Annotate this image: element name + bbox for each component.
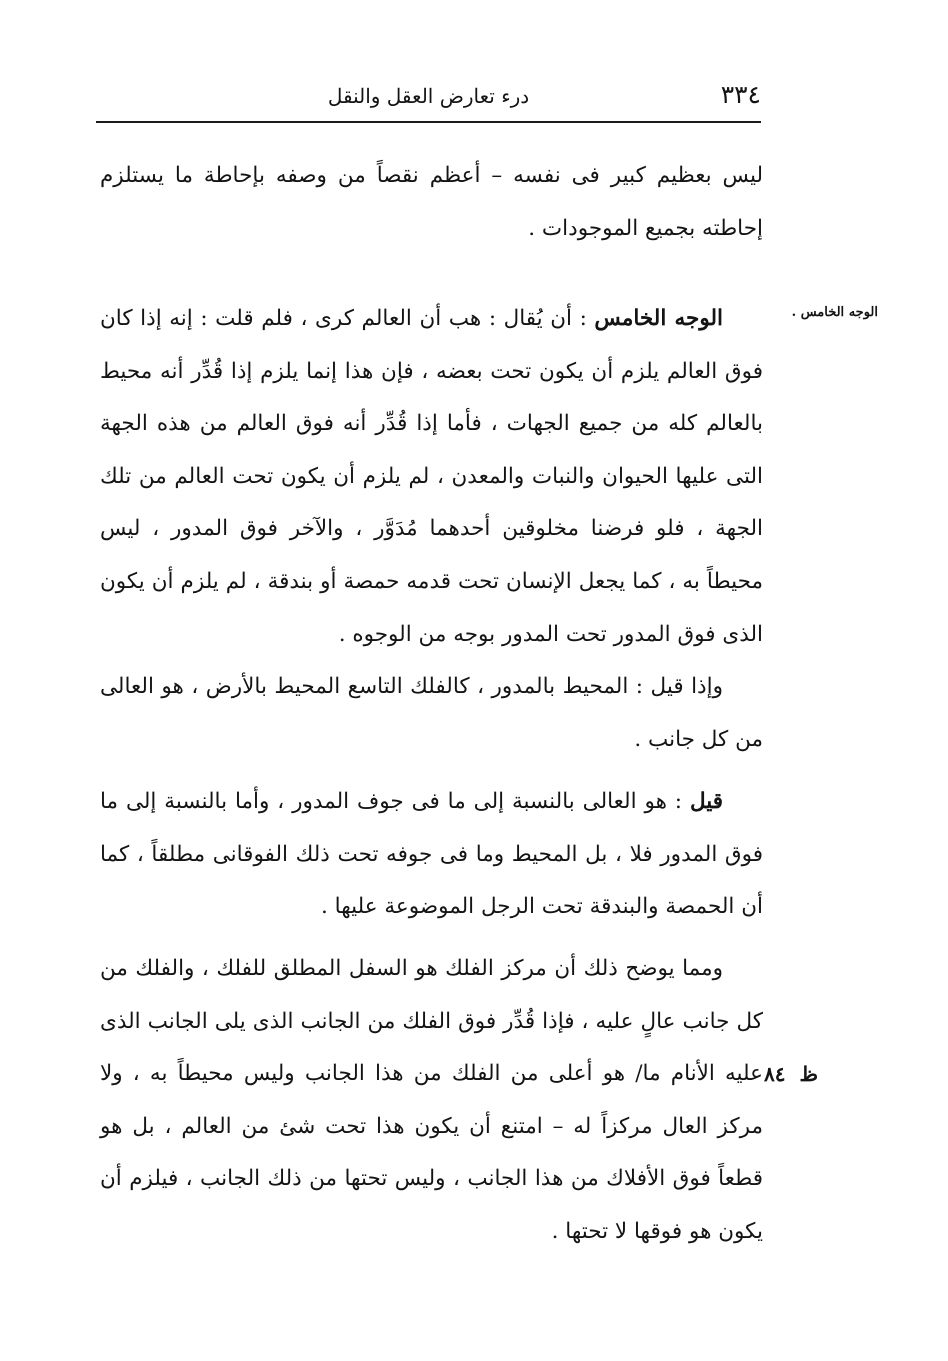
paragraph-clarification: ومما يوضح ذلك أن مركز الفلك هو السفل المطلق للفلك ، والفلك من كل جانب عالٍ عليه ، فإذا قُدِّر فوق الفلك من الجانب الذى يلى الجانب الذى عليه الأنام ما/ هو أعلى من الفلك من هذا الجانب وليس محيطاً به ، ولا مركز العال مركزاً له – امتنع أن يكون هذا تحت شئ من العالم ، بل هو قطعاً فوق الأفلاك من هذا الجانب ، وليس تحتها من ذلك الجانب ، فيلزم أن يكون هو فوقها لا تحتها . xyxy=(100,956,763,1244)
paragraph-reply xyxy=(100,776,763,934)
margin-folio-note xyxy=(764,1062,818,1086)
header-rule xyxy=(96,121,761,123)
paragraph-fifth-aspect xyxy=(100,293,763,661)
running-title: درء تعارض العقل والنقل xyxy=(327,84,530,108)
folio-number: ٨٤ xyxy=(764,1062,786,1086)
paragraph-body: : هو العالى بالنسبة إلى ما فى جوف المدور ، وأما بالنسبة إلى ما فوق المدور فلا ، بل المحيط وما فى جوفه تحت ذلك الفوقانى مطلقاً ، كما أن الحمصة والبندقة تحت الرجل الموضوعة عليها . xyxy=(100,789,763,920)
page-number: ٣٣٤ xyxy=(720,80,761,109)
paragraph-continuation: ليس بعظيم كبير فى نفسه – أعظم نقصاً من وصفه بإحاطة ما يستلزم إحاطته بجميع الموجودات . xyxy=(100,163,763,241)
paragraph-lead-heading: الوجه الخامس xyxy=(594,306,723,331)
folio-marker: ظ xyxy=(799,1062,818,1086)
text-block-1 xyxy=(100,150,763,255)
text-block-3 xyxy=(100,776,763,934)
paragraph-lead-reply: قيل xyxy=(689,789,723,814)
paragraph-objection: وإذا قيل : المحيط بالمدور ، كالفلك التاسع المحيط بالأرض ، هو العالى من كل جانب . xyxy=(100,674,763,752)
text-block-2 xyxy=(100,293,763,766)
text-block-4 xyxy=(100,943,763,1259)
paragraph-body: : أن يُقال : هب أن العالم كرى ، فلم قلت : إنه إذا كان فوق العالم يلزم أن يكون تحت بعضه ، فإن هذا إنما يلزم إذا قُدِّر أنه محيط بالعالم كله من جميع الجهات ، فأما إذا قُدِّر أنه فوق العالم من هذه الجهة التى عليها الحيوان والنبات والمعدن ، لم يلزم أن يكون تحت العالم من تلك الجهة ، فلو فرضنا مخلوقين أحدهما مُدَوَّر ، والآخر فوق المدور ، ليس محيطاً به ، كما يجعل الإنسان تحت قدمه حمصة أو بندقة ، لم يلزم أن يكون الذى فوق المدور تحت المدور بوجه من الوجوه . xyxy=(100,306,763,647)
margin-section-label: الوجه الخامس . xyxy=(791,305,878,320)
page-header xyxy=(96,72,761,122)
